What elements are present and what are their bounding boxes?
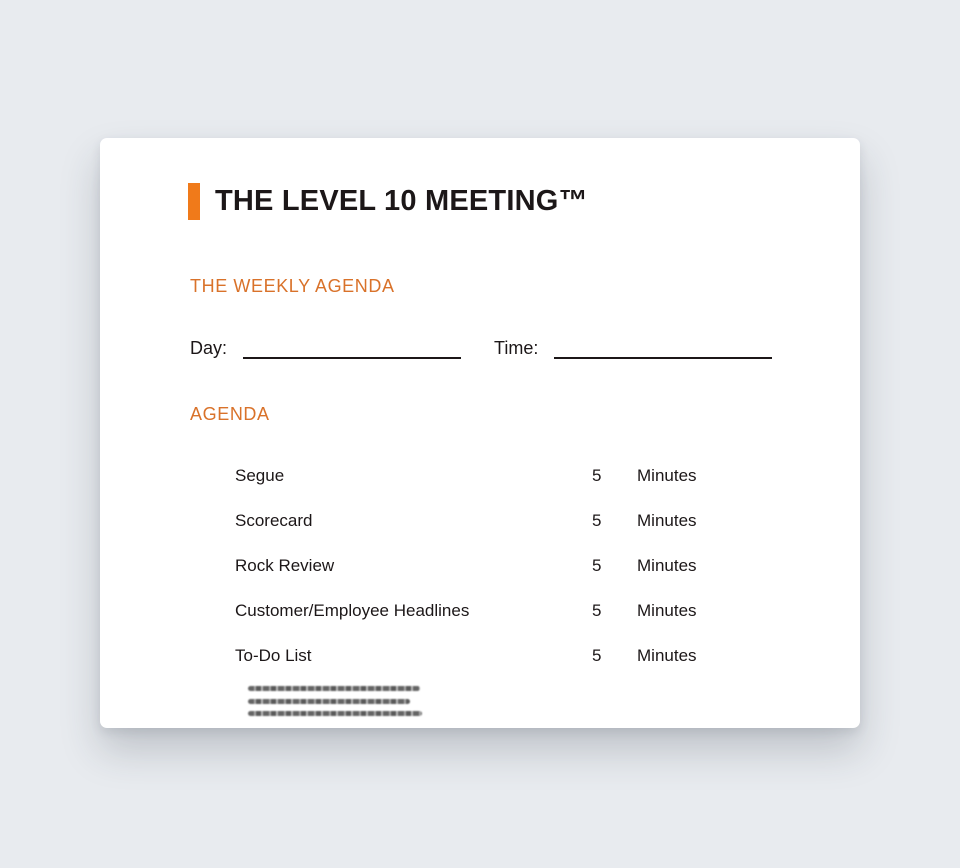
blurred-text-line bbox=[248, 686, 420, 691]
agenda-item bbox=[100, 546, 860, 591]
blurred-text-block bbox=[248, 686, 423, 724]
agenda-item-minutes: 5 bbox=[592, 511, 602, 530]
day-label: Day: bbox=[190, 338, 228, 358]
agenda-item-unit: Minutes bbox=[637, 601, 697, 620]
agenda-document-card bbox=[100, 138, 860, 728]
agenda-item-minutes: 5 bbox=[592, 466, 602, 485]
agenda-item bbox=[100, 636, 860, 681]
agenda-item-minutes: 5 bbox=[592, 646, 602, 665]
title-row bbox=[188, 183, 588, 220]
agenda-item-unit: Minutes bbox=[637, 646, 697, 665]
agenda-item-name: Scorecard bbox=[235, 511, 313, 530]
day-blank-line bbox=[243, 357, 461, 359]
time-label: Time: bbox=[494, 338, 539, 358]
agenda-item-name: To-Do List bbox=[235, 646, 312, 665]
blurred-text-line bbox=[248, 699, 410, 704]
weekly-agenda-heading: THE WEEKLY AGENDA bbox=[190, 276, 395, 296]
agenda-item-unit: Minutes bbox=[637, 466, 697, 485]
agenda-item-unit: Minutes bbox=[637, 556, 697, 575]
agenda-item bbox=[100, 591, 860, 636]
blurred-text-line bbox=[248, 711, 422, 716]
agenda-item-name: Segue bbox=[235, 466, 285, 485]
agenda-item-minutes: 5 bbox=[592, 556, 602, 575]
agenda-list bbox=[100, 456, 860, 681]
agenda-item bbox=[100, 501, 860, 546]
agenda-item-minutes: 5 bbox=[592, 601, 602, 620]
agenda-item-name: Customer/Employee Headlines bbox=[235, 601, 470, 620]
page-title: THE LEVEL 10 MEETING™ bbox=[215, 185, 588, 217]
time-blank-line bbox=[554, 357, 772, 359]
agenda-item bbox=[100, 456, 860, 501]
agenda-item-name: Rock Review bbox=[235, 556, 335, 575]
title-accent-bar bbox=[188, 183, 200, 220]
agenda-heading: AGENDA bbox=[190, 404, 270, 424]
agenda-item-unit: Minutes bbox=[637, 511, 697, 530]
